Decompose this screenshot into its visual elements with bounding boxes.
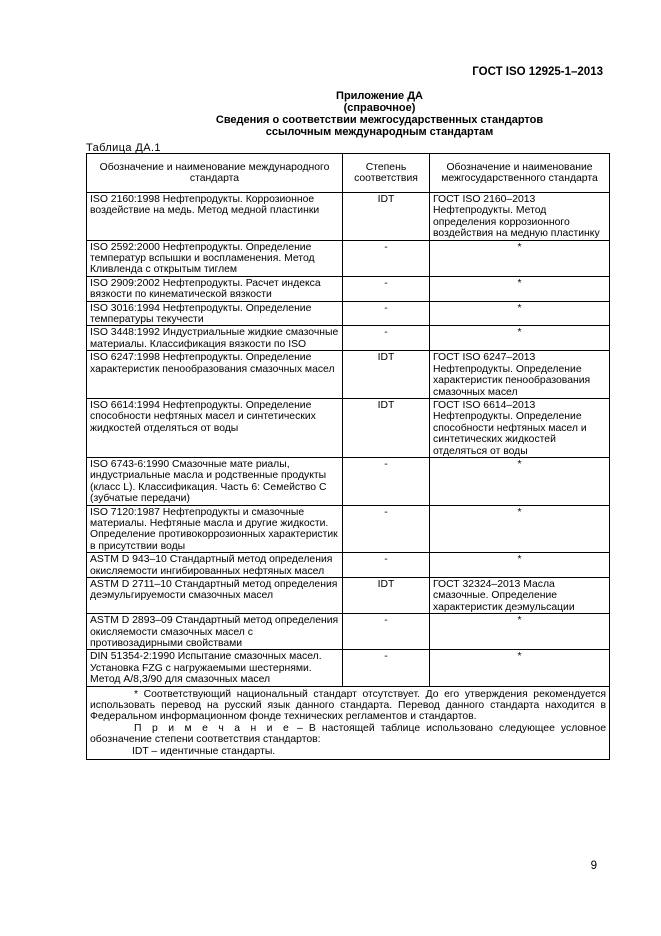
table-row [87,578,610,614]
table-row [87,398,610,457]
table-row [87,240,610,276]
interstate-standard-cell: * [430,326,610,351]
table-row [87,276,610,301]
degree-cell: - [343,276,430,301]
appendix-kind: (справочное) [343,102,416,114]
degree-cell: IDT [343,193,430,241]
table-row [87,553,610,578]
interstate-standard-cell: * [430,301,610,326]
degree-cell: - [343,326,430,351]
degree-cell: - [343,301,430,326]
international-standard-cell: ISO 2909:2002 Нефтепродукты. Расчет индекса вязкости по кинематической вязкости [87,276,343,301]
international-standard-cell: ASTM D 943–10 Стандартный метод определения окисляемости ингибированных нефтяных масел [87,553,343,578]
appendix-title: Приложение ДА [336,90,423,102]
interstate-standard-cell: * [430,650,610,686]
table-row [87,614,610,650]
correspondence-table [86,153,610,760]
table-row [87,193,610,241]
appendix-heading [0,90,661,138]
note [90,723,606,746]
note-text: – В настоящей таблице использовано следующее условное обозначение степени соответствия стандартов: [90,722,606,746]
degree-cell: - [343,240,430,276]
interstate-standard-cell: * [430,614,610,650]
interstate-standard-cell: * [430,240,610,276]
international-standard-cell: ASTM D 2711–10 Стандартный метод определения деэмульгируемости смазочных масел [87,578,343,614]
table-row [87,505,610,553]
international-standard-cell: ASTM D 2893–09 Стандартный метод определения окисляемости смазочных масел с противозадирными свойствами [87,614,343,650]
international-standard-cell: ISO 3016:1994 Нефтепродукты. Определение температуры текучести [87,301,343,326]
interstate-standard-cell: ГОСТ ISO 6247–2013 Нефтепродукты. Определение характеристик пенообразования смазочных масел [430,351,610,399]
table-row [87,351,610,399]
international-standard-cell: DIN 51354-2:1990 Испытание смазочных масел. Установка FZG с нагружаемыми шестернями. Метод A/8,3/90 для смазочных масел [87,650,343,686]
international-standard-cell: ISO 2160:1998 Нефтепродукты. Коррозионное воздействие на медь. Метод медной пластинки [87,193,343,241]
table-label: Таблица ДА.1 [86,142,161,154]
column-header-degree: Степень соответствия [343,154,430,193]
international-standard-cell: ISO 2592:2000 Нефтепродукты. Определение температур вспышки и воспламенения. Метод Кливленда с открытым тиглем [87,240,343,276]
table-row [87,326,610,351]
international-standard-cell: ISO 6247:1998 Нефтепродукты. Определение характеристик пенообразования смазочных масел [87,351,343,399]
interstate-standard-cell: * [430,276,610,301]
table-notes [87,686,610,759]
interstate-standard-cell: ГОСТ ISO 6614–2013 Нефтепродукты. Определение способности нефтяных масел и синтетических жидкостей отделяться от воды [430,398,610,457]
interstate-standard-cell: ГОСТ 32324–2013 Масла смазочные. Определение характеристик деэмульсации [430,578,610,614]
interstate-standard-cell: ГОСТ ISO 2160–2013 Нефтепродукты. Метод определения коррозионного воздействия на медную пластинку [430,193,610,241]
note-item: IDT – идентичные стандарты. [132,745,276,757]
appendix-heading-line-2: ссылочным международным стандартам [265,126,494,138]
appendix-heading-line-1: Сведения о соответствии межгосударственных стандартов [215,114,544,126]
page-number: 9 [590,860,597,872]
document-code: ГОСТ ISO 12925-1–2013 [472,66,603,78]
degree-cell: IDT [343,398,430,457]
footnote: * Соответствующий национальный стандарт отсутствует. До его утверждения рекомендуется использовать перевод на русский язык данного стандарта. Перевод данного стандарта находится в Федеральном информационном фонде технических регламентов и стандартов. [90,688,606,723]
interstate-standard-cell: * [430,457,610,505]
international-standard-cell: ISO 3448:1992 Индустриальные жидкие смазочные материалы. Классификация вязкости по ISO [87,326,343,351]
degree-cell: - [343,650,430,686]
degree-cell: - [343,553,430,578]
degree-cell: - [343,614,430,650]
column-header-international: Обозначение и наименование международного стандарта [87,154,343,193]
table-notes-row [87,686,610,759]
international-standard-cell: ISO 6614:1994 Нефтепродукты. Определение способности нефтяных масел и синтетических жидкостей отделяться от воды [87,398,343,457]
international-standard-cell: ISO 7120:1987 Нефтепродукты и смазочные материалы. Нефтяные масла и другие жидкости. Определение противокоррозионных характеристик в присутствии воды [87,505,343,553]
table-row [87,301,610,326]
table-row [87,650,610,686]
international-standard-cell: ISO 6743-6:1990 Смазочные мате риалы, индустриальные масла и родственные продукты (класс L). Классификация. Часть 6: Семейство С (зубчатые передачи) [87,457,343,505]
note-label: П р и м е ч а н и е [134,722,291,734]
degree-cell: IDT [343,351,430,399]
interstate-standard-cell: * [430,505,610,553]
table-header-row [87,154,610,193]
degree-cell: - [343,457,430,505]
degree-cell: IDT [343,578,430,614]
column-header-interstate: Обозначение и наименование межгосударственного стандарта [430,154,610,193]
table-row [87,457,610,505]
interstate-standard-cell: * [430,553,610,578]
degree-cell: - [343,505,430,553]
